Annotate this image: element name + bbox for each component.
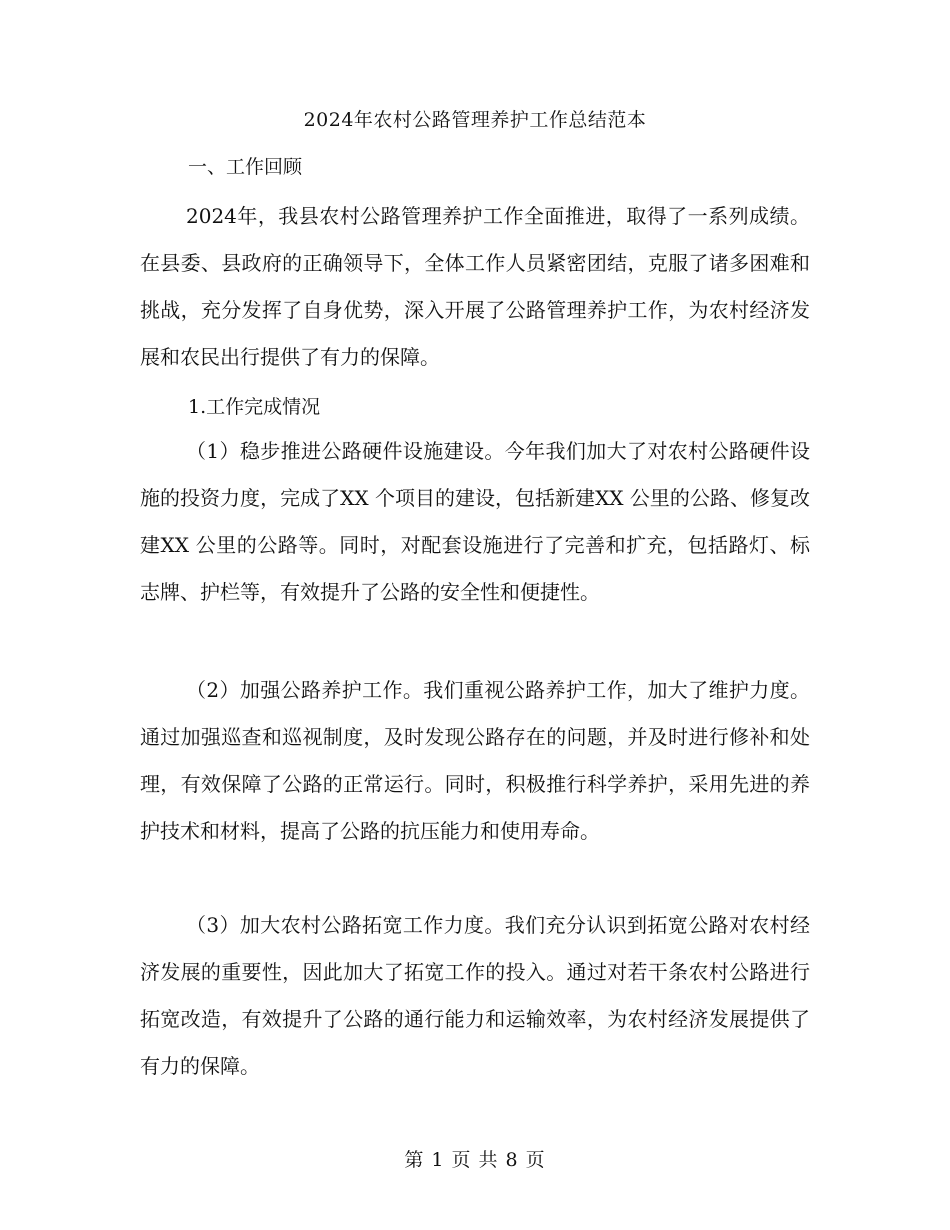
- item-3-paragraph: （3）加大农村公路拓宽工作力度。我们充分认识到拓宽公路对农村经济发展的重要性，因此加大了拓宽工作的投入。通过对若干条农村公路进行拓宽改造，有效提升了公路的通行能力和运输效率，为农村经济发展提供了有力的保障。: [140, 913, 810, 1078]
- document-title: 2024年农村公路管理养护工作总结范本: [303, 109, 647, 131]
- intro-paragraph: 2024年，我县农村公路管理养护工作全面推进，取得了一系列成绩。在县委、县政府的正确领导下，全体工作人员紧密团结，克服了诸多困难和挑战，充分发挥了自身优势，深入开展了公路管理养护工作，为农村经济发展和农民出行提供了有力的保障。: [140, 204, 810, 369]
- section-heading: 一、工作回顾: [188, 156, 303, 178]
- page-footer: 第 1 页 共 8 页: [404, 1149, 546, 1171]
- item-1-paragraph: （1）稳步推进公路硬件设施建设。今年我们加大了对农村公路硬件设施的投资力度，完成了XX 个项目的建设，包括新建XX 公里的公路、修复改建XX 公里的公路等。同时，对配套设施进行了完善和扩充，包括路灯、标志牌、护栏等，有效提升了公路的安全性和便捷性。: [140, 439, 810, 604]
- item-2-paragraph: （2）加强公路养护工作。我们重视公路养护工作，加大了维护力度。通过加强巡查和巡视制度，及时发现公路存在的问题，并及时进行修补和处理，有效保障了公路的正常运行。同时，积极推行科学养护，采用先进的养护技术和材料，提高了公路的抗压能力和使用寿命。: [140, 678, 810, 843]
- subheading: 1.工作完成情况: [188, 396, 321, 418]
